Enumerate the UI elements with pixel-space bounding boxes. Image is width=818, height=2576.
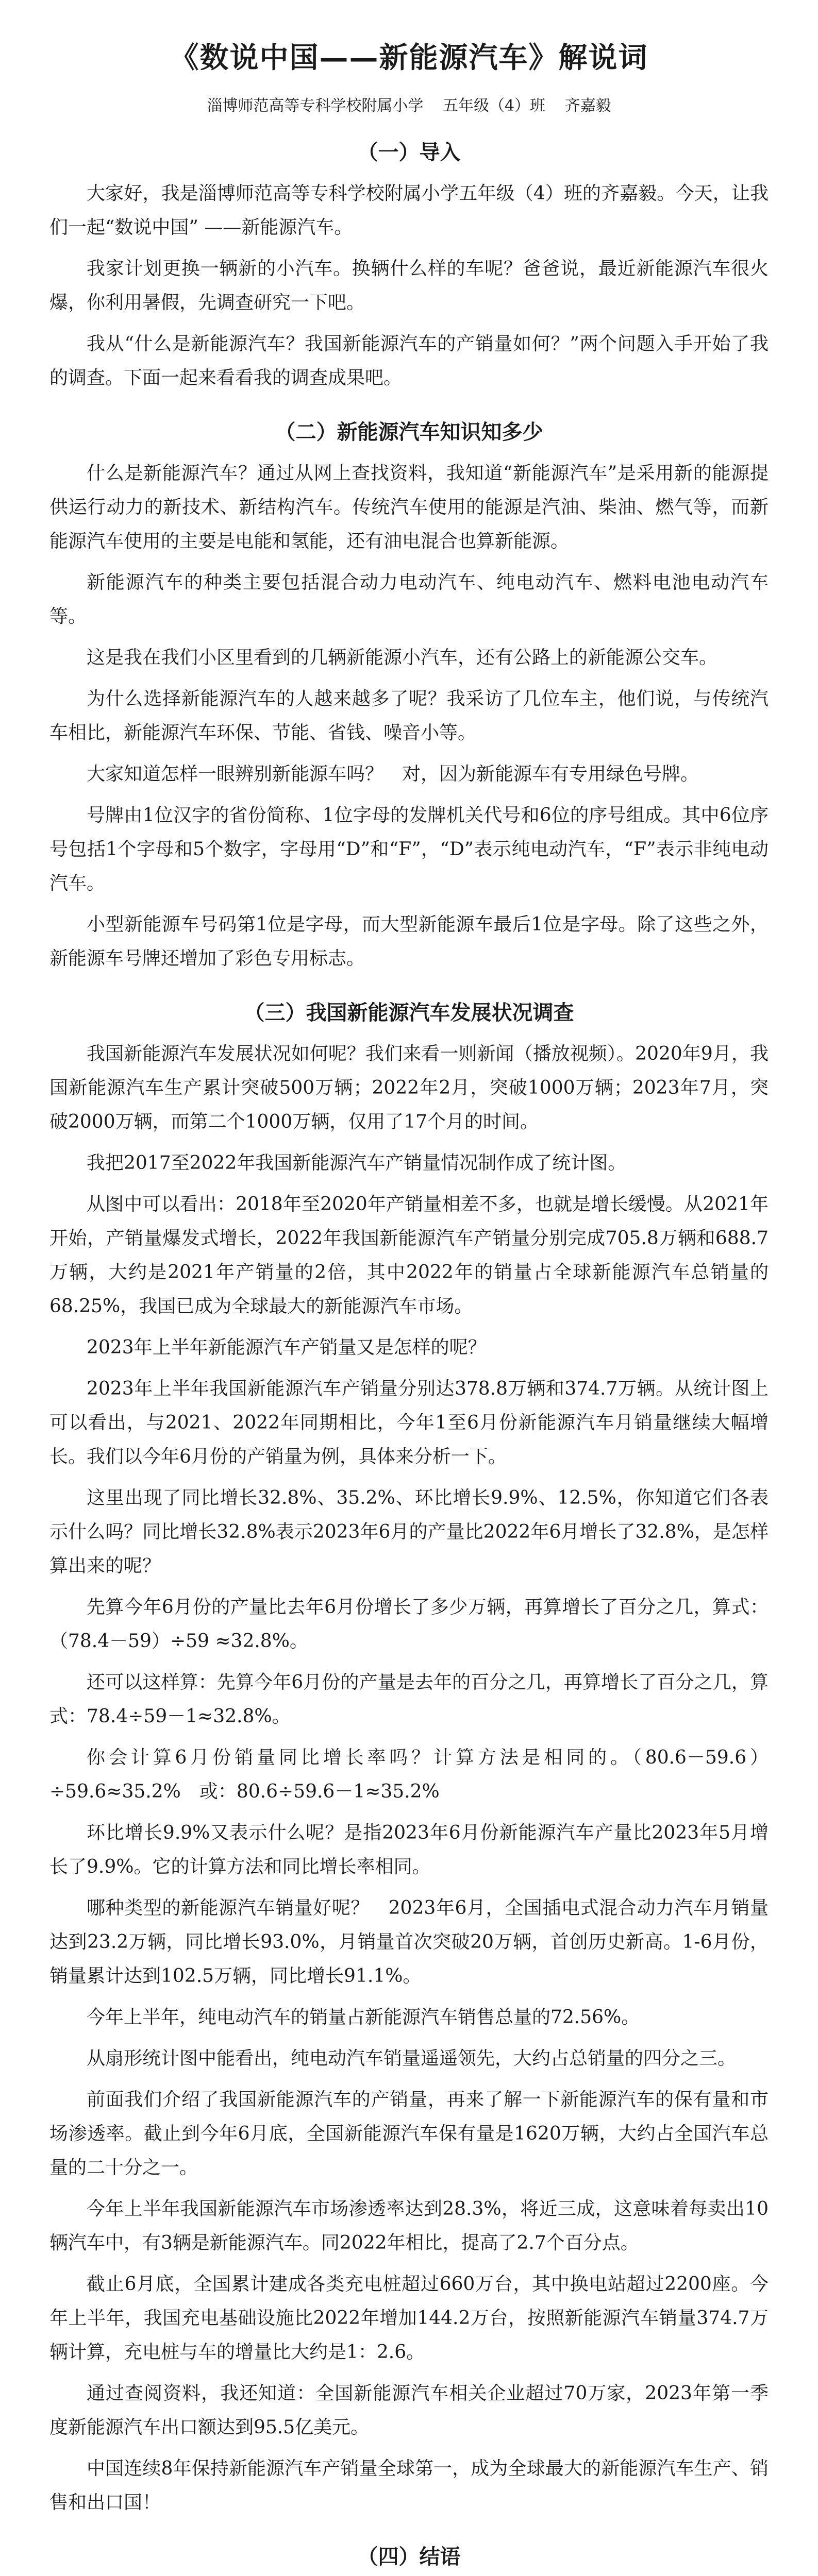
section-heading-survey: （三）我国新能源汽车发展状况调查: [244, 1001, 574, 1025]
paragraph: 什么是新能源汽车？通过从网上查找资料，我知道“新能源汽车”是采用新的能源提供运行动力的新技术、新结构汽车。传统汽车使用的能源是汽油、柴油、燃气等，而新能源汽车使用的主要是电能和氢能，还有油电混合也算新能源。: [49, 463, 769, 552]
paragraph: 你会计算6月份销量同比增长率吗？计算方法是相同的。（80.6－59.6）÷59.6≈35.2% 或：80.6÷59.6－1≈35.2%: [49, 1747, 769, 1802]
section-heading-conclusion: （四）结语: [357, 2545, 461, 2569]
byline-name: 齐嘉毅: [564, 97, 611, 115]
byline-grade: 五年级（4）班: [442, 97, 546, 115]
paragraph: 大家知道怎样一眼辨别新能源车吗？ 对，因为新能源车有专用绿色号牌。: [87, 764, 699, 785]
paragraph: 今年上半年，纯电动汽车的销量占新能源汽车销售总量的72.56%。: [87, 2007, 640, 2028]
paragraph: 环比增长9.9%又表示什么呢？是指2023年6月份新能源汽车产量比2023年5月增长了9.9%。它的计算方法和同比增长率相同。: [49, 1822, 769, 1877]
section-heading-knowledge: （二）新能源汽车知识知多少: [275, 420, 543, 444]
paragraph: 2023年上半年新能源汽车产销量又是怎样的呢？: [87, 1337, 487, 1358]
paragraph: 大家好，我是淄博师范高等专科学校附属小学五年级（4）班的齐嘉毅。今天，让我们一起“数说中国” ——新能源汽车。: [49, 183, 769, 238]
byline: [49, 93, 769, 115]
paragraph: 通过查阅资料，我还知道：全国新能源汽车相关企业超过70万家，2023年第一季度新能源汽车出口额达到95.5亿美元。: [49, 2383, 769, 2438]
paragraph: 从图中可以看出：2018年至2020年产销量相差不多，也就是增长缓慢。从2021年开始，产销量爆发式增长，2022年我国新能源汽车产销量分别完成705.8万辆和688.7万辆，大约是2021年产销量的2倍，其中2022年的销量占全球新能源汽车总销量的68.25%，我国已成为全球最大的新能源汽车市场。: [49, 1194, 769, 1317]
paragraph: 哪种类型的新能源汽车销量好呢？ 2023年6月，全国插电式混合动力汽车月销量达到23.2万辆，同比增长93.0%，月销量首次突破20万辆，首创历史新高。1-6月份，销量累计达到102.5万辆，同比增长91.1%。: [49, 1897, 769, 1987]
paragraph: 新能源汽车的种类主要包括混合动力电动汽车、纯电动汽车、燃料电池电动汽车等。: [49, 572, 769, 627]
paragraph: 号牌由1位汉字的省份简称、1位字母的发牌机关代号和6位的序号组成。其中6位序号包括1个字母和5个数字，字母用“D”和“F”，“D”表示纯电动汽车，“F”表示非纯电动汽车。: [49, 805, 769, 894]
paragraph: 截止6月底，全国累计建成各类充电桩超过660万台，其中换电站超过2200座。今年上半年，我国充电基础设施比2022年增加144.2万台，按照新能源汽车销量374.7万辆计算，充电桩与车的增量比大约是1：2.6。: [49, 2274, 769, 2363]
paragraph: 从扇形统计图中能看出，纯电动汽车销量遥遥领先，大约占总销量的四分之三。: [87, 2048, 737, 2069]
byline-school: 淄博师范高等专科学校附属小学: [207, 97, 424, 115]
paragraph: 我从“什么是新能源汽车？我国新能源汽车的产销量如何？”两个问题入手开始了我的调查。下面一起来看看我的调查成果吧。: [49, 333, 769, 388]
paragraph: 还可以这样算：先算今年6月份的产量是去年的百分之几，再算增长了百分之几，算式：78.4÷59－1≈32.8%。: [49, 1672, 769, 1727]
paragraph: 这是我在我们小区里看到的几辆新能源小汽车，还有公路上的新能源公交车。: [87, 647, 718, 668]
paragraph: 我国新能源汽车发展状况如何呢？我们来看一则新闻（播放视频）。2020年9月，我国新能源汽车生产累计突破500万辆；2022年2月，突破1000万辆；2023年7月，突破2000万辆，而第二个1000万辆，仅用了17个月的时间。: [49, 1043, 769, 1132]
paragraph: 中国连续8年保持新能源汽车产销量全球第一，成为全球最大的新能源汽车生产、销售和出口国！: [49, 2458, 769, 2513]
section-heading-intro: （一）导入: [357, 141, 461, 164]
paragraph: 2023年上半年我国新能源汽车产销量分别达378.8万辆和374.7万辆。从统计图上可以看出，与2021、2022年同期相比，今年1至6月份新能源汽车月销量继续大幅增长。我们以今年6月份的产销量为例，具体来分析一下。: [49, 1378, 769, 1467]
paragraph: 先算今年6月份的产量比去年6月份增长了多少万辆，再算增长了百分之几，算式：（78.4－59）÷59 ≈32.8%。: [49, 1597, 769, 1652]
paragraph: 我家计划更换一辆新的小汽车。换辆什么样的车呢？爸爸说，最近新能源汽车很火爆，你利用暑假，先调查研究一下吧。: [49, 258, 769, 313]
document-title: 《数说中国——新能源汽车》解说词: [170, 41, 648, 75]
paragraph: 小型新能源车号码第1位是字母，而大型新能源车最后1位是字母。除了这些之外，新能源车号牌还增加了彩色专用标志。: [49, 914, 769, 969]
paragraph: 我把2017至2022年我国新能源汽车产销量情况制作成了统计图。: [87, 1153, 627, 1174]
paragraph: 为什么选择新能源汽车的人越来越多了呢？我采访了几位车主，他们说，与传统汽车相比，新能源汽车环保、节能、省钱、噪音小等。: [49, 688, 769, 743]
paragraph: 今年上半年我国新能源汽车市场渗透率达到28.3%，将近三成，这意味着每卖出10辆汽车中，有3辆是新能源汽车。同2022年相比，提高了2.7个百分点。: [49, 2198, 769, 2253]
paragraph: 前面我们介绍了我国新能源汽车的产销量，再来了解一下新能源汽车的保有量和市场渗透率。截止到今年6月底，全国新能源汽车保有量是1620万辆，大约占全国汽车总量的二十分之一。: [49, 2089, 769, 2178]
paragraph: 这里出现了同比增长32.8%、35.2%、环比增长9.9%、12.5%，你知道它们各表示什么吗？同比增长32.8%表示2023年6月的产量比2022年6月增长了32.8%，是怎样算出来的呢？: [49, 1487, 769, 1577]
